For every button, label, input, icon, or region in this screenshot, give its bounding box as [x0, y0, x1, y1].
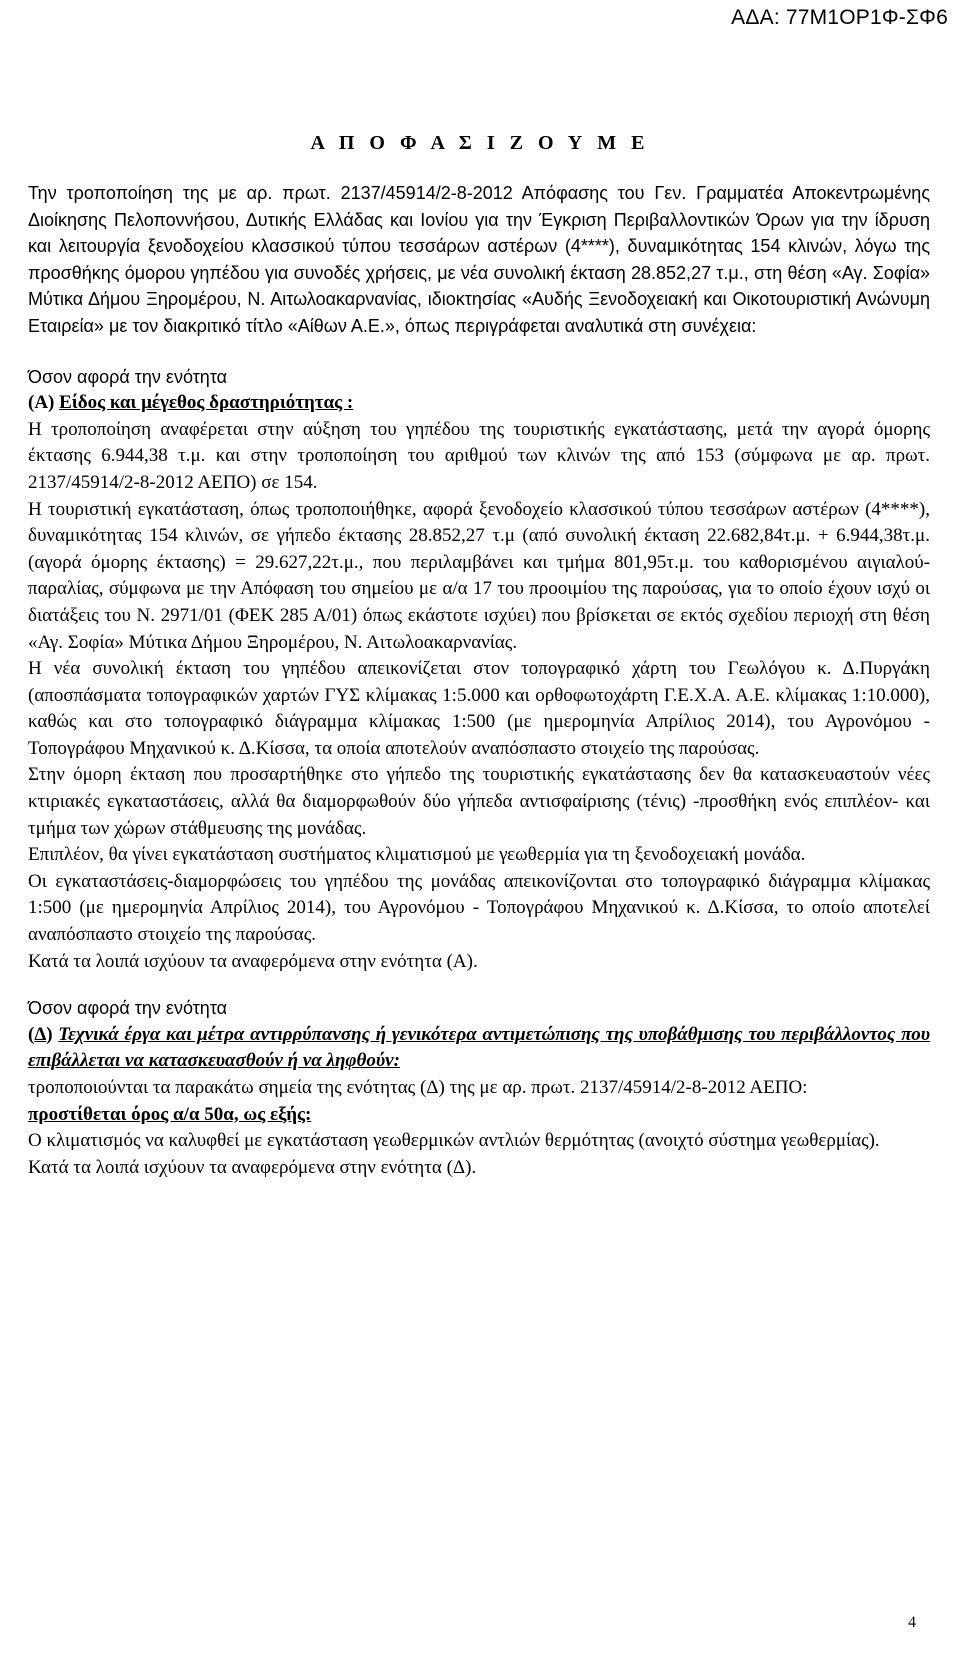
document-title: Α Π Ο Φ Α Σ Ι Ζ Ο Υ Μ Ε — [310, 132, 650, 154]
section-d-amend-text: τροποποιούνται τα παρακάτω σημεία της ενότητας (Δ) της με αρ. πρωτ. 2137/45914/2-8-2012 ΑΕΠΟ: — [28, 1077, 808, 1098]
section-d-label-open: ( — [28, 1023, 35, 1045]
section-d-label-close: ) — [46, 1023, 53, 1045]
section-d-paragraph: Ο κλιματισμός να καλυφθεί με εγκατάσταση γεωθερμικών αντλιών θερμότητας (ανοιχτό σύστημα γεωθερμίας). — [28, 1130, 880, 1152]
section-a-paragraph: Οι εγκαταστάσεις-διαμορφώσεις του γηπέδου της μονάδας απεικονίζονται στο τοπογραφικό διάγραμμα κλίμακας 1:500 (με ημερομηνία Απρίλιος 2014), του Αγρονόμου - Τοπογράφου Μηχανικού κ. Δ.Κίσσα, το οποίο αποτελεί αναπόσπαστο στοιχείο της παρούσας. — [28, 870, 930, 946]
intro-paragraph: Την τροποποίηση της με αρ. πρωτ. 2137/45914/2-8-2012 Απόφασης του Γεν. Γραμματέα Αποκεντρωμένης Διοίκησης Πελοποννήσου, Δυτικής Ελλάδας και Ιονίου για την Έγκριση Περιβαλλοντικών Όρων για την ίδρυση και λειτουργία ξενοδοχείου κλασσικού τύπου τεσσάρων αστέρων (4****), δυναμικότητας 154 κλινών, λόγω της προσθήκης όμορου γηπέδου για συνοδές χρήσεις, με νέα συνολική έκταση 28.852,27 τ.μ., στη θέση «Αγ. Σοφία» Μύτικα Δήμου Ξηρομέρου, Ν. Αιτωλοακαρνανίας, ιδιοκτησίας «Αυδής Ξενοδοχειακή και Οικοτουριστική Ανώνυμη Εταιρεία» με τον διακριτικό τίτλο «Αίθων Α.Ε.», όπως περιγράφεται αναλυτικά στη συνέχεια: — [28, 183, 930, 336]
document-body — [28, 180, 930, 1181]
section-a-paragraph: Κατά τα λοιπά ισχύουν τα αναφερόμενα στην ενότητα (Α). — [28, 950, 478, 972]
section-d-subheading — [28, 1102, 930, 1129]
section-a-paragraph: Επιπλέον, θα γίνει εγκατάσταση συστήματος κλιματισμού με γεωθερμία για τη ξενοδοχειακή μονάδα. — [28, 844, 806, 866]
section-a-title: Είδος και μέγεθος δραστηριότητας : — [59, 392, 354, 414]
section-a-paragraph: Η νέα συνολική έκταση του γηπέδου απεικονίζεται στον τοπογραφικό χάρτη του Γεωλόγου κ. Δ.Πυργάκη (αποσπάσματα τοπογραφικών χαρτών ΓΥΣ κλίμακας 1:5.000 και ορθοφωτοχάρτη Γ.Ε.Χ.Α. Α.Ε. κλίμακας 1:10.000), καθώς και στο τοπογραφικό διάγραμμα κλίμακας 1:500 (με ημερομηνία Απρίλιος 2014), του Αγρονόμου - Τοπογράφου Μηχανικού κ. Δ.Κίσσα, τα οποία αποτελούν αναπόσπαστο στοιχείο της παρούσας. — [28, 658, 930, 759]
section-d-label: Δ — [34, 1023, 47, 1045]
section-d-title: Τεχνικά έργα και μέτρα αντιρρύπανσης ή γενικότερα αντιμετώπισης της υποβάθμισης του περιβάλλοντος που επιβάλλεται να κατασκευασθούν ή να ληφθούν: — [28, 1023, 930, 1072]
page-number: 4 — [908, 1614, 916, 1631]
section-a-intro: Όσον αφορά την ενότητα — [28, 366, 228, 387]
section-a-paragraph: Η τροποποίηση αναφέρεται στην αύξηση του γηπέδου της τουριστικής εγκατάστασης, μετά την αγορά όμορης έκτασης 6.944,38 τ.μ. και στην τροποποίηση του αριθμού των κλινών της από 153 (σύμφωνα με αρ. πρωτ. 2137/45914/2-8-2012 ΑΕΠΟ) σε 154. — [28, 418, 930, 493]
section-a-heading — [28, 390, 930, 417]
section-d-heading — [28, 1022, 930, 1075]
section-a-paragraph: Στην όμορη έκταση που προσαρτήθηκε στο γήπεδο της τουριστικής εγκατάστασης δεν θα κατασκευαστούν νέες κτιριακές εγκαταστάσεις, αλλά θα διαμορφωθούν δύο γήπεδα αντισφαίρισης (τένις) -προσθήκη ενός επιπλέον- και τμήμα των χώρων στάθμευσης της μονάδας. — [28, 764, 930, 839]
section-a-paragraph: Η τουριστική εγκατάσταση, όπως τροποποιήθηκε, αφορά ξενοδοχείο κλασσικού τύπου τεσσάρων αστέρων (4****), δυναμικότητας 154 κλινών, σε γήπεδο έκτασης 28.852,27 τ.μ (από συνολική έκταση 22.682,84τ.μ. + 6.944,38τ.μ. (αγορά όμορης έκτασης) = 29.627,22τ.μ., που περιλαμβάνει και τμήμα 801,95τ.μ. του καθορισμένου αιγιαλού-παραλίας, σύμφωνα με την Απόφαση του σημείου με α/α 17 του προοιμίου της παρούσας, για το οποίο έχουν ισχύ οι διατάξεις του Ν. 2971/01 (ΦΕΚ 285 Α/01) όπως εκάστοτε ισχύει) που βρίσκεται σε εκτός σχεδίου περιοχή στη θέση «Αγ. Σοφία» Μύτικα Δήμου Ξηρομέρου, Ν. Αιτωλοακαρνανίας. — [28, 498, 930, 653]
section-d-subheading-text: προστίθεται όρος α/α 50α, ως εξής: — [28, 1103, 312, 1125]
ada-identifier: ΑΔΑ: 77Μ1ΟΡ1Φ-ΣΦ6 — [731, 6, 948, 29]
section-d-paragraph: Κατά τα λοιπά ισχύουν τα αναφερόμενα στην ενότητα (Δ). — [28, 1156, 477, 1178]
section-a-label: (Α) — [28, 392, 55, 414]
section-d-intro: Όσον αφορά την ενότητα — [28, 998, 228, 1019]
